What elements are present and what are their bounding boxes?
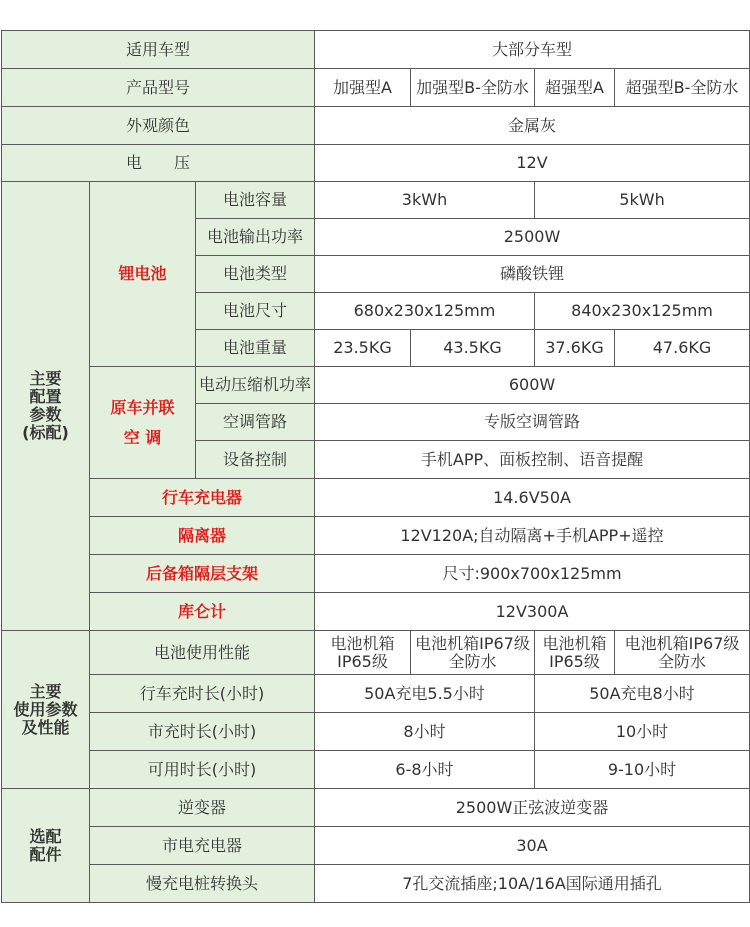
charger-label: 行车充电器 bbox=[90, 479, 315, 517]
battery-performance-value bbox=[615, 631, 750, 675]
value-line: 电池机箱 bbox=[542, 633, 607, 653]
row-battery-performance bbox=[2, 631, 750, 675]
row-model bbox=[2, 69, 750, 107]
voltage-label: 电 压 bbox=[2, 145, 315, 182]
battery-performance-value bbox=[315, 631, 411, 675]
category-line: 主要 bbox=[29, 681, 62, 701]
adapter-value: 7孔交流插座;10A/16A国际通用插孔 bbox=[315, 865, 750, 903]
ac-pipe-label: 空调管路 bbox=[196, 404, 315, 441]
row-isolator bbox=[2, 517, 750, 555]
size-value: 680x230x125mm bbox=[315, 293, 535, 330]
row-gauge bbox=[2, 593, 750, 631]
voltage-value: 12V bbox=[315, 145, 750, 182]
mains-charger-label: 市电充电器 bbox=[90, 827, 315, 865]
rack-value: 尺寸:900x700x125mm bbox=[315, 555, 750, 593]
category-line: 主要 bbox=[29, 369, 62, 388]
category-line: 选配 bbox=[29, 826, 62, 846]
model-value: 加强型B-全防水 bbox=[411, 69, 535, 107]
device-control-value: 手机APP、面板控制、语音提醒 bbox=[315, 441, 750, 479]
value-line: 全防水 bbox=[448, 651, 497, 671]
ac-pipe-value: 专版空调管路 bbox=[315, 404, 750, 441]
row-rack bbox=[2, 555, 750, 593]
size-value: 840x230x125mm bbox=[535, 293, 750, 330]
inverter-value: 2500W正弦波逆变器 bbox=[315, 789, 750, 827]
output-value: 2500W bbox=[315, 219, 750, 256]
usable-label: 可用时长(小时) bbox=[90, 751, 315, 789]
model-value: 加强型A bbox=[315, 69, 411, 107]
category-line: 配件 bbox=[29, 844, 62, 864]
size-label: 电池尺寸 bbox=[196, 293, 315, 330]
adapter-label: 慢充电桩转换头 bbox=[90, 865, 315, 903]
row-charger bbox=[2, 479, 750, 517]
row-color bbox=[2, 107, 750, 145]
category-line: 参数 bbox=[29, 405, 62, 424]
row-voltage bbox=[2, 145, 750, 182]
grid-charge-value: 8小时 bbox=[315, 713, 535, 751]
battery-performance-value bbox=[535, 631, 615, 675]
compressor-label: 电动压缩机功率 bbox=[196, 367, 315, 404]
battery-performance-value bbox=[411, 631, 535, 675]
drive-charge-value: 50A充电5.5小时 bbox=[315, 675, 535, 713]
output-label: 电池输出功率 bbox=[196, 219, 315, 256]
category-line: 及性能 bbox=[21, 717, 70, 737]
value-line: 全防水 bbox=[658, 651, 707, 671]
options-category bbox=[2, 789, 90, 903]
spec-table bbox=[1, 30, 750, 903]
lithium-group-label: 锂电池 bbox=[90, 182, 196, 367]
value-line: IP65级 bbox=[337, 651, 388, 671]
vehicle-value: 大部分车型 bbox=[315, 31, 750, 69]
ac-group-line: 原车并联 bbox=[110, 397, 175, 417]
battery-performance-label: 电池使用性能 bbox=[90, 631, 315, 675]
weight-value: 43.5KG bbox=[411, 330, 535, 367]
ac-group-line: 空 调 bbox=[123, 427, 162, 447]
category-line: 配置 bbox=[29, 387, 62, 406]
row-adapter bbox=[2, 865, 750, 903]
ac-group-label bbox=[90, 367, 196, 479]
gauge-label: 库仑计 bbox=[90, 593, 315, 631]
isolator-label: 隔离器 bbox=[90, 517, 315, 555]
value-line: 电池机箱IP67级 bbox=[624, 633, 740, 653]
charger-value: 14.6V50A bbox=[315, 479, 750, 517]
weight-value: 47.6KG bbox=[615, 330, 750, 367]
gauge-value: 12V300A bbox=[315, 593, 750, 631]
capacity-label: 电池容量 bbox=[196, 182, 315, 219]
grid-charge-label: 市充时长(小时) bbox=[90, 713, 315, 751]
category-line: 使用参数 bbox=[13, 699, 78, 719]
usable-value: 9-10小时 bbox=[535, 751, 750, 789]
mains-charger-value: 30A bbox=[315, 827, 750, 865]
model-value: 超强型B-全防水 bbox=[615, 69, 750, 107]
model-value: 超强型A bbox=[535, 69, 615, 107]
performance-category bbox=[2, 631, 90, 789]
isolator-value: 12V120A;自动隔离+手机APP+遥控 bbox=[315, 517, 750, 555]
vehicle-label: 适用车型 bbox=[2, 31, 315, 69]
main-config-category bbox=[2, 182, 90, 631]
weight-value: 23.5KG bbox=[315, 330, 411, 367]
row-inverter bbox=[2, 789, 750, 827]
row-drive-charge bbox=[2, 675, 750, 713]
row-compressor bbox=[2, 367, 750, 404]
color-label: 外观颜色 bbox=[2, 107, 315, 145]
row-vehicle bbox=[2, 31, 750, 69]
category-line: (标配) bbox=[22, 423, 69, 442]
inverter-label: 逆变器 bbox=[90, 789, 315, 827]
weight-value: 37.6KG bbox=[535, 330, 615, 367]
row-capacity bbox=[2, 182, 750, 219]
capacity-value: 3kWh bbox=[315, 182, 535, 219]
capacity-value: 5kWh bbox=[535, 182, 750, 219]
device-control-label: 设备控制 bbox=[196, 441, 315, 479]
battery-type-value: 磷酸铁锂 bbox=[315, 256, 750, 293]
row-usable bbox=[2, 751, 750, 789]
grid-charge-value: 10小时 bbox=[535, 713, 750, 751]
value-line: 电池机箱 bbox=[330, 633, 395, 653]
value-line: IP65级 bbox=[549, 651, 600, 671]
drive-charge-value: 50A充电8小时 bbox=[535, 675, 750, 713]
row-mains-charger bbox=[2, 827, 750, 865]
color-value: 金属灰 bbox=[315, 107, 750, 145]
compressor-value: 600W bbox=[315, 367, 750, 404]
model-label: 产品型号 bbox=[2, 69, 315, 107]
battery-type-label: 电池类型 bbox=[196, 256, 315, 293]
rack-label: 后备箱隔层支架 bbox=[90, 555, 315, 593]
row-grid-charge bbox=[2, 713, 750, 751]
usable-value: 6-8小时 bbox=[315, 751, 535, 789]
value-line: 电池机箱IP67级 bbox=[415, 633, 530, 653]
drive-charge-label: 行车充时长(小时) bbox=[90, 675, 315, 713]
weight-label: 电池重量 bbox=[196, 330, 315, 367]
